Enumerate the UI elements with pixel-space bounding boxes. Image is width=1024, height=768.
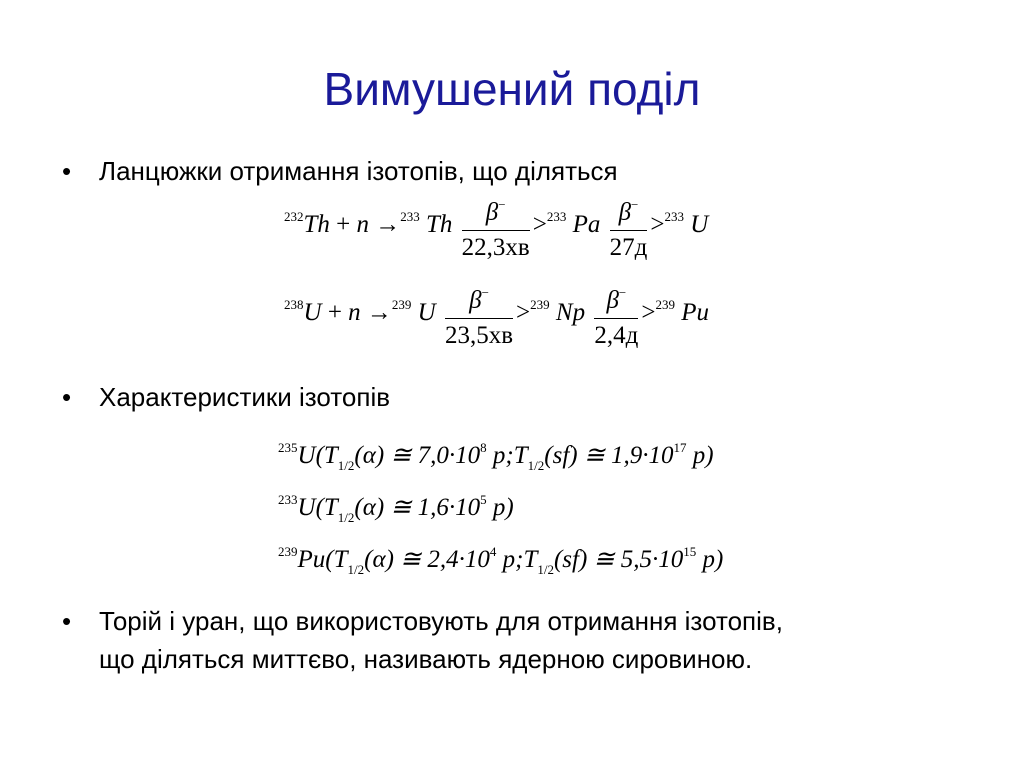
reaction-thorium-chain: [284, 190, 708, 263]
bullet-marker: •: [62, 606, 72, 636]
half-life-symbol: (T: [325, 546, 348, 573]
half-subscript: 1/2: [537, 562, 554, 577]
element-symbol: Pa: [572, 211, 601, 239]
element-symbol: U: [417, 299, 436, 327]
separator: p;T: [486, 442, 528, 469]
half-life-label: 27д: [609, 234, 648, 261]
plus-sign: +: [336, 211, 351, 239]
mass-number: 239: [278, 544, 298, 559]
decay-fraction: [445, 278, 513, 351]
half-life-u235: [278, 440, 714, 474]
half-subscript: 1/2: [337, 458, 355, 473]
exponent: 4: [489, 544, 497, 559]
mass-number: 239: [391, 297, 412, 313]
decay-fraction: [462, 190, 530, 263]
reaction-uranium-chain: [284, 278, 709, 351]
unit-close: p): [696, 546, 724, 573]
beta-symbol: β: [618, 199, 632, 226]
mass-number: 238: [284, 297, 304, 313]
half-life-symbol: (T: [315, 494, 338, 521]
neutron-symbol: n: [356, 211, 370, 239]
element-symbol: Th: [303, 211, 330, 239]
element-symbol: Pu: [297, 546, 326, 573]
bullet-text: Ланцюжки отримання ізотопів, що діляться: [99, 156, 618, 186]
element-symbol: U: [303, 299, 322, 327]
half-life-label: 2,4д: [594, 322, 639, 349]
arrow-icon: →: [366, 299, 392, 327]
beta-charge: −: [481, 285, 489, 300]
mass-number: 233: [278, 492, 298, 507]
element-symbol: U: [297, 494, 316, 521]
exponent: 15: [683, 544, 697, 559]
unit-close: p): [486, 494, 514, 521]
half-life-label: 22,3хв: [461, 234, 530, 261]
half-life-label: 23,5хв: [444, 322, 514, 349]
neutron-symbol: n: [348, 299, 361, 327]
element-symbol: U: [297, 442, 316, 469]
bullet-marker: •: [62, 156, 72, 186]
mass-number: 235: [278, 440, 298, 455]
exponent: 8: [480, 440, 487, 455]
separator: p;T: [496, 546, 538, 573]
half-life-u233: [278, 492, 514, 526]
beta-charge: −: [631, 197, 639, 212]
alpha-decay-value: (α) ≅ 2,4·10: [364, 546, 490, 573]
exponent: 5: [480, 492, 487, 507]
decay-arrow: >: [641, 299, 656, 327]
beta-charge: −: [618, 285, 627, 300]
half-life-symbol: (T: [315, 442, 338, 469]
half-subscript: 1/2: [347, 562, 365, 577]
beta-charge: −: [498, 197, 506, 212]
half-life-pu239: [278, 544, 723, 578]
beta-symbol: β: [606, 287, 619, 314]
bullet-marker: •: [62, 382, 72, 412]
mass-number: 232: [284, 209, 304, 225]
arrow-icon: →: [375, 211, 401, 239]
decay-arrow: >: [516, 299, 531, 327]
plus-sign: +: [327, 299, 342, 327]
element-symbol: Th: [426, 211, 453, 239]
spontaneous-fission-value: (sf) ≅ 1,9·10: [544, 442, 674, 469]
bullet-text: Торій і уран, що використовують для отримання ізотопів,: [99, 606, 783, 636]
element-symbol: U: [690, 211, 709, 239]
mass-number: 239: [530, 297, 550, 313]
alpha-decay-value: (α) ≅ 1,6·10: [354, 494, 481, 521]
mass-number: 239: [655, 297, 675, 313]
beta-symbol: β: [485, 199, 499, 226]
mass-number: 233: [664, 209, 684, 225]
unit-close: p): [686, 442, 714, 469]
element-symbol: Np: [555, 299, 586, 327]
element-symbol: Pu: [681, 299, 709, 327]
mass-number: 233: [400, 209, 420, 225]
slide-title: Вимушений поділ: [323, 63, 701, 115]
decay-fraction: [610, 190, 648, 263]
decay-fraction: [594, 278, 638, 351]
half-subscript: 1/2: [337, 510, 355, 525]
bullet-text: Характеристики ізотопів: [99, 382, 391, 412]
decay-arrow: >: [650, 211, 665, 239]
mass-number: 233: [546, 209, 567, 225]
decay-arrow: >: [532, 211, 547, 239]
exponent: 17: [673, 440, 687, 455]
bullet-text-continued: що діляться миттєво, називають ядерною сировиною.: [99, 644, 753, 674]
half-subscript: 1/2: [527, 458, 545, 473]
beta-symbol: β: [469, 287, 482, 314]
spontaneous-fission-value: (sf) ≅ 5,5·10: [553, 546, 684, 573]
alpha-decay-value: (α) ≅ 7,0·10: [354, 442, 481, 469]
